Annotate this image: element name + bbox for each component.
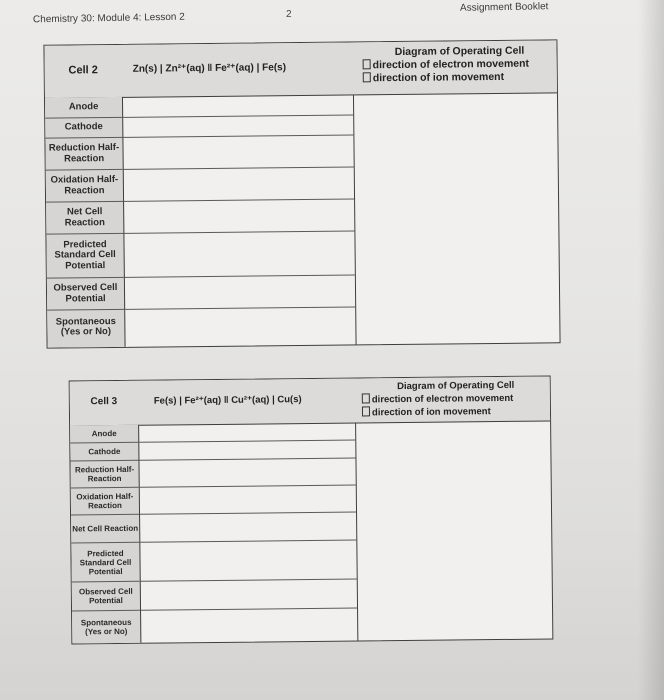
checkbox-icon (362, 406, 370, 416)
cell3-row-labels (70, 425, 141, 644)
cell2-diagram-title: Diagram of Operating Cell (394, 44, 525, 59)
cell2-legend-electron: direction of electron movement (363, 57, 557, 72)
cell3-table (69, 375, 554, 644)
row-label-observed-potential: Observed Cell Potential (47, 278, 124, 311)
row-label-predicted-potential: Predicted Standard Cell Potential (46, 234, 123, 279)
cell2-table (43, 39, 560, 348)
answer-cell-predicted-potential[interactable] (140, 541, 356, 582)
checkbox-icon (362, 393, 370, 403)
answer-cell-net-reaction[interactable] (124, 199, 354, 233)
booklet-title: Assignment Booklet (459, 1, 549, 14)
answer-cell-observed-potential[interactable] (141, 580, 357, 611)
answer-cell-observed-potential[interactable] (125, 275, 355, 309)
answer-cell-net-reaction[interactable] (140, 513, 356, 543)
row-label-reduction: Reduction Half-Reaction (70, 461, 138, 489)
cell2-row-labels (45, 97, 126, 348)
cell3-name: Cell 3 (90, 396, 118, 408)
cell3-header-row (70, 376, 550, 426)
cell2-header-row (44, 40, 557, 98)
checkbox-icon (363, 59, 371, 69)
row-label-predicted-potential: Predicted Standard Cell Potential (71, 543, 139, 583)
answer-cell-reduction[interactable] (139, 459, 355, 488)
cell3-legend-electron: direction of electron movement (362, 391, 550, 406)
page-number: 2 (286, 9, 292, 20)
cell3-diagram-header (362, 379, 550, 419)
answer-cell-oxidation[interactable] (124, 167, 354, 201)
row-label-oxidation: Oxidation Half-Reaction (46, 170, 123, 203)
answer-cell-anode[interactable] (139, 423, 355, 443)
page-edge-shadow (638, 0, 664, 700)
row-label-anode: Anode (45, 97, 122, 119)
cell2-diagram-header (362, 44, 556, 85)
cell3-answer-column (139, 423, 358, 643)
answer-cell-anode[interactable] (123, 94, 353, 117)
answer-cell-reduction[interactable] (123, 135, 353, 169)
cell3-diagram-area[interactable] (356, 420, 552, 640)
cell2-name: Cell 2 (68, 64, 98, 77)
cell2-answer-column (123, 94, 357, 346)
cell2-legend-ion: direction of ion movement (363, 70, 557, 85)
cell2-diagram-area[interactable] (354, 92, 560, 344)
answer-cell-spontaneous[interactable] (125, 307, 355, 343)
answer-cell-spontaneous[interactable] (141, 609, 357, 642)
checkbox-icon (363, 72, 371, 82)
course-title: Chemistry 30: Module 4: Lesson 2 (32, 11, 185, 26)
row-label-cathode: Cathode (45, 118, 122, 139)
row-label-cathode: Cathode (70, 443, 138, 462)
answer-cell-oxidation[interactable] (140, 486, 356, 515)
cell3-equation: Fe(s) | Fe²⁺(aq) ‖ Cu²⁺(aq) | Cu(s) (153, 394, 302, 407)
row-label-oxidation: Oxidation Half-Reaction (71, 488, 139, 516)
cell3-legend-ion: direction of ion movement (362, 404, 550, 419)
cell3-diagram-title: Diagram of Operating Cell (397, 379, 515, 393)
answer-cell-predicted-potential[interactable] (124, 231, 354, 277)
cell2-equation: Zn(s) | Zn²⁺(aq) ‖ Fe²⁺(aq) | Fe(s) (132, 62, 287, 75)
row-label-anode: Anode (70, 425, 138, 444)
row-label-reduction: Reduction Half-Reaction (45, 138, 122, 171)
row-label-spontaneous: Spontaneous (Yes or No) (80, 617, 132, 636)
answer-cell-cathode[interactable] (139, 441, 355, 461)
row-label-spontaneous: Spontaneous (Yes or No) (55, 315, 116, 338)
row-label-net-reaction: Net Cell Reaction (46, 202, 123, 235)
row-label-net-reaction: Net Cell Reaction (71, 515, 139, 544)
answer-cell-cathode[interactable] (123, 115, 353, 137)
row-label-observed-potential: Observed Cell Potential (72, 582, 140, 612)
